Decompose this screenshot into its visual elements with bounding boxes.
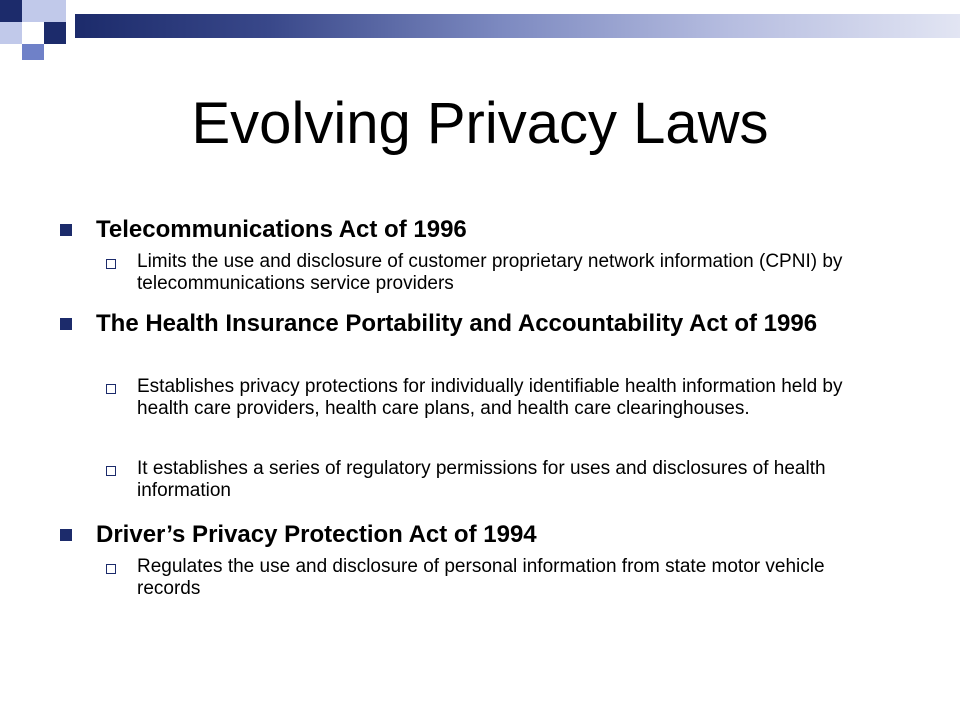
header-decoration xyxy=(0,0,960,60)
sub-bullet-text: It establishes a series of regulatory permissions for uses and disclosures of health information xyxy=(137,458,826,501)
header-square-lavender xyxy=(22,0,44,22)
header-square-navy xyxy=(0,0,22,22)
square-bullet-icon xyxy=(60,224,72,236)
header-square-lavender xyxy=(0,22,22,44)
square-bullet-icon xyxy=(60,529,72,541)
header-square-lavender xyxy=(44,0,66,22)
header-square-navy xyxy=(44,22,66,44)
bullet-heading: The Health Insurance Portability and Accountability Act of 1996 xyxy=(96,310,818,337)
header-gradient-band xyxy=(75,14,960,38)
square-bullet-icon xyxy=(60,318,72,330)
header-square-blue xyxy=(22,44,44,60)
sub-bullet-text: Establishes privacy protections for individually identifiable health information held by health care providers, health care plans, and health care clearinghouses. xyxy=(137,376,843,419)
slide-title: Evolving Privacy Laws xyxy=(191,91,769,156)
sub-bullet-text: Limits the use and disclosure of customer proprietary network information (CPNI) by telecommunications service providers xyxy=(137,251,843,294)
bullet-heading: Telecommunications Act of 1996 xyxy=(96,216,467,243)
hollow-square-bullet-icon xyxy=(106,259,116,269)
hollow-square-bullet-icon xyxy=(106,466,116,476)
sub-bullet-text: Regulates the use and disclosure of personal information from state motor vehicle records xyxy=(137,556,825,599)
bullet-heading: Driver’s Privacy Protection Act of 1994 xyxy=(96,521,537,548)
hollow-square-bullet-icon xyxy=(106,564,116,574)
hollow-square-bullet-icon xyxy=(106,384,116,394)
